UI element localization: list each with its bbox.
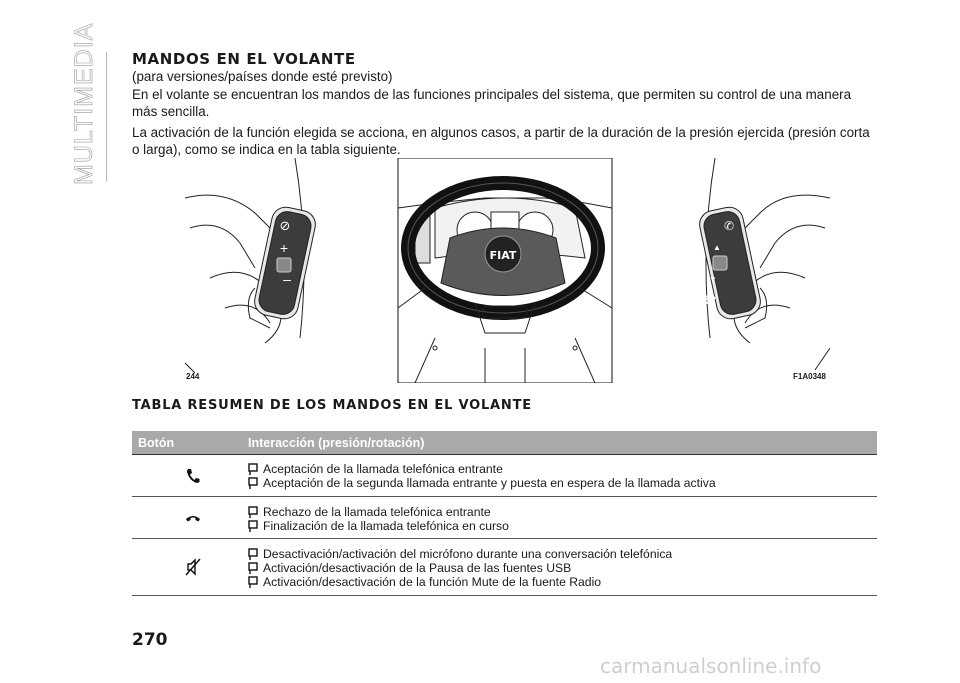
list-item: Rechazo de la llamada telefónica entrante	[248, 505, 877, 519]
svg-text:+: +	[279, 240, 289, 256]
svg-text:✆: ✆	[723, 219, 735, 233]
list-item: Aceptación de la segunda llamada entrante y puesta en espera de la llamada activa	[248, 476, 877, 490]
right-controls-illustration	[697, 158, 830, 343]
svg-text:▼: ▼	[709, 275, 717, 284]
checkbox-icon	[248, 519, 258, 533]
phone-answer-icon	[186, 468, 200, 484]
svg-text:▲: ▲	[713, 243, 721, 252]
table-row	[132, 455, 877, 497]
header-button: Botón	[138, 435, 175, 450]
fiat-logo: FIAT	[489, 249, 517, 262]
table-header	[132, 431, 877, 455]
header-interaction: Interacción (presión/rotación)	[248, 435, 425, 450]
steering-wheel-figure	[185, 158, 830, 383]
subtitle: (para versiones/países donde esté previsto)	[132, 69, 393, 84]
checkbox-icon	[248, 547, 258, 561]
page-title: MANDOS EN EL VOLANTE	[132, 50, 356, 68]
figure-number: 244	[186, 372, 200, 381]
side-divider	[106, 52, 107, 182]
mute-icon	[185, 558, 201, 576]
intro-paragraph: En el volante se encuentran los mandos de las funciones principales del sistema, que permiten su control de una manera más sencilla.	[132, 87, 852, 119]
svg-text:–: –	[283, 271, 291, 287]
detail-paragraph: La activación de la función elegida se acciona, en algunos casos, a partir de la duración de la presión ejercida (presión corta o larga), como se indica en la tabla siguiente.	[132, 125, 870, 157]
checkbox-icon	[248, 462, 258, 476]
watermark: carmanualsonline.info	[600, 654, 822, 678]
checkbox-icon	[248, 575, 258, 589]
list-item: Desactivación/activación del micrófono durante una conversación telefónica	[248, 547, 877, 561]
table-title: TABLA RESUMEN DE LOS MANDOS EN EL VOLANTE	[132, 398, 532, 413]
checkbox-icon	[248, 561, 258, 575]
table-row	[132, 539, 877, 596]
svg-text:☎: ☎	[701, 293, 717, 307]
figure-code: F1A0348	[793, 372, 826, 381]
list-item: Finalización de la llamada telefónica en curso	[248, 519, 877, 533]
controls-summary-table	[132, 431, 877, 596]
phone-hangup-icon	[185, 513, 201, 523]
svg-text:⊘: ⊘	[279, 218, 291, 233]
section-side-label: MULTIMEDIA	[70, 22, 98, 185]
page-number: 270	[132, 630, 168, 650]
checkbox-icon	[248, 476, 258, 490]
list-item: Activación/desactivación de la Pausa de las fuentes USB	[248, 561, 877, 575]
list-item: Activación/desactivación de la función Mute de la fuente Radio	[248, 575, 877, 589]
table-row	[132, 497, 877, 539]
checkbox-icon	[248, 505, 258, 519]
list-item: Aceptación de la llamada telefónica entrante	[248, 462, 877, 476]
left-controls-illustration	[185, 158, 318, 343]
